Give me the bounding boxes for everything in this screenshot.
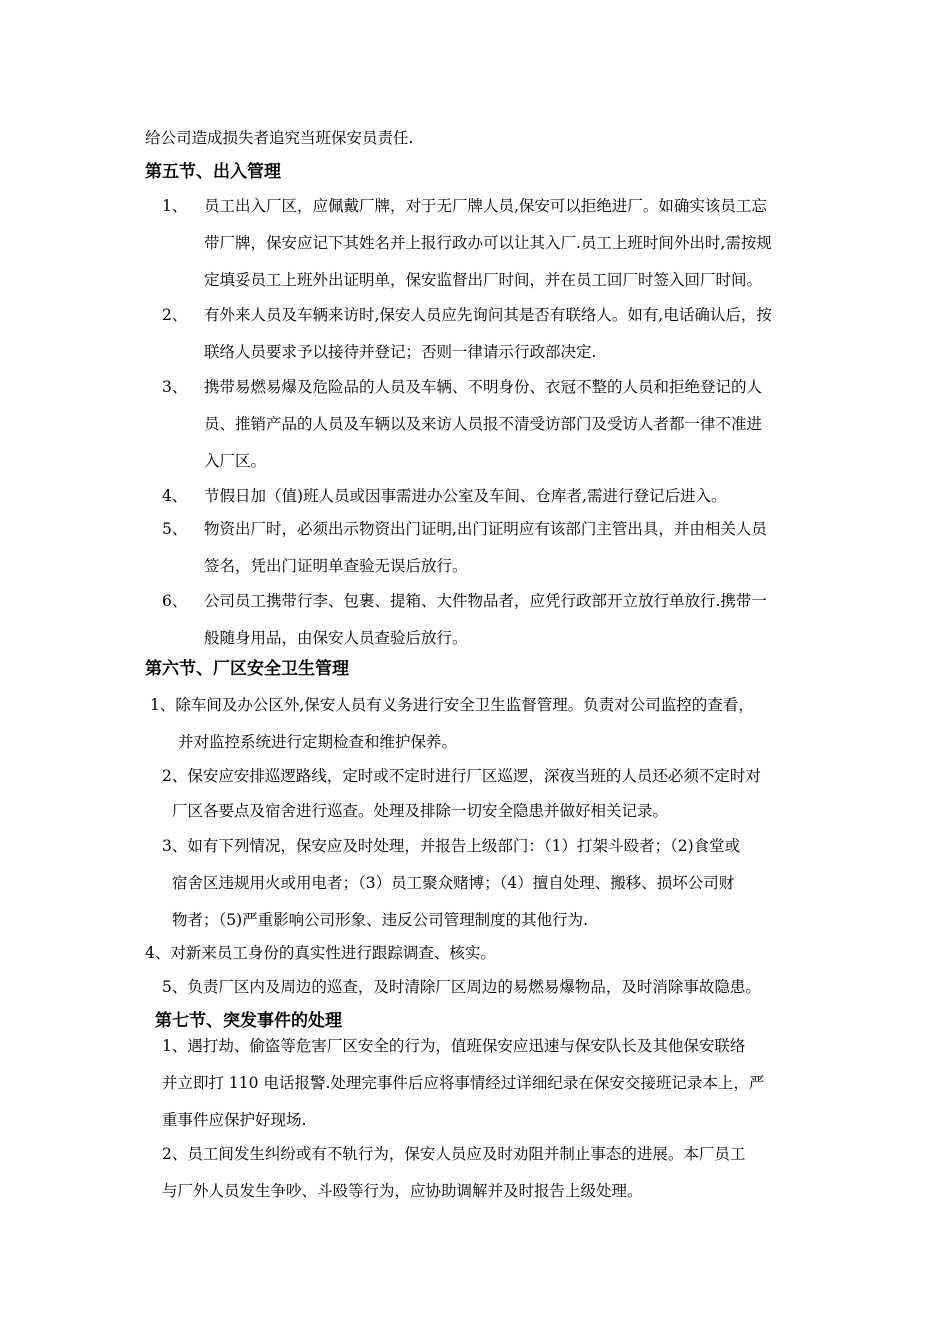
- s6-item-2-line-1: 2、保安应安排巡逻路线，定时或不定时进行厂区巡逻，深夜当班的人员还必须不定时对: [162, 767, 761, 785]
- s5-item-2-number: 2、: [162, 306, 188, 324]
- s5-item-2-line-2: 联络人员要求予以接待并登记；否则一律请示行政部决定.: [204, 343, 597, 361]
- s5-item-5-line-1: 5、 物资出厂时，必须出示物资出门证明,出门证明应有该部门主管出具，并由相关人员: [162, 520, 767, 538]
- s5-item-2-line-1: 2、 有外来人员及车辆来访时,保安人员应先询问其是否有联络人。如有,电话确认后，按: [162, 306, 772, 324]
- s7-item-2-line-2: 与厂外人员发生争吵、斗殴等行为，应协助调解并及时报告上级处理。: [162, 1182, 643, 1200]
- intro-text: 给公司造成损失者追究当班保安员责任.: [145, 129, 414, 147]
- s5-item-5-line-2: 签名，凭出门证明单查验无误后放行。: [204, 557, 468, 575]
- s5-item-3-line-1: 3、 携带易燃易爆及危险品的人员及车辆、不明身份、衣冠不整的人员和拒绝登记的人: [162, 378, 763, 396]
- s5-item-3-line-2: 员、推销产品的人员及车辆以及来访人员报不清受访部门及受访人者都一律不准进: [204, 415, 763, 433]
- s5-item-3-line-3: 入厂区。: [204, 452, 267, 470]
- s6-item-3-line-1: 3、如有下列情况，保安应及时处理，并报告上级部门：（1）打架斗殴者；（2)食堂或: [162, 837, 741, 855]
- s7-item-1-line-2: 并立即打 110 电话报警.处理完事件后应将事情经过详细纪录在保安交接班记录本上，严: [162, 1074, 765, 1092]
- s7-item-2-line-1: 2、员工间发生纠纷或有不轨行为，保安人员应及时劝阻并制止事态的进展。本厂员工: [162, 1145, 746, 1163]
- s6-item-3-line-2: 宿舍区违规用火或用电者；（3）员工聚众赌博；（4）擅自处理、搬移、损坏公司财: [172, 874, 735, 892]
- s5-item-4-line-1: 4、 节假日加（值)班人员或因事需进办公室及车间、仓库者,需进行登记后进入。: [162, 487, 727, 505]
- s5-item-3-number: 3、: [162, 378, 188, 396]
- s5-item-5-number: 5、: [162, 520, 188, 538]
- s6-item-4-line-1: 4、对新来员工身份的真实性进行跟踪调查、核实。: [145, 944, 496, 962]
- s5-item-6-number: 6、: [162, 592, 188, 610]
- section-5-title: 第五节、出入管理: [145, 162, 281, 182]
- s5-item-4-number: 4、: [162, 487, 188, 505]
- s5-item-1-number: 1、: [162, 197, 188, 215]
- s6-item-2-line-2: 厂区各要点及宿舍进行巡查。处理及排除一切安全隐患并做好相关记录。: [172, 802, 669, 820]
- s5-item-6-line-2: 般随身用品，由保安人员查验后放行。: [204, 629, 468, 647]
- s6-item-3-line-3: 物者；（5)严重影响公司形象、违反公司管理制度的其他行为.: [172, 911, 589, 929]
- s5-item-1-line-1: 1、 员工出入厂区，应佩戴厂牌，对于无厂牌人员,保安可以拒绝进厂。如确实该员工忘: [162, 197, 767, 215]
- s6-item-1-line-2: 并对监控系统进行定期检查和维护保养。: [178, 733, 458, 751]
- s6-item-1-line-1: 1、除车间及办公区外,保安人员有义务进行安全卫生监督管理。负责对公司监控的查看，: [150, 696, 754, 714]
- s7-item-1-line-3: 重事件应保护好现场.: [162, 1111, 307, 1129]
- section-7-title: 第七节、突发事件的处理: [155, 1011, 342, 1031]
- section-6-title: 第六节、厂区安全卫生管理: [145, 659, 349, 679]
- s5-item-6-line-1: 6、 公司员工携带行李、包裹、提箱、大件物品者，应凭行政部开立放行单放行.携带一: [162, 592, 767, 610]
- s7-item-1-line-1: 1、遇打劫、偷盗等危害厂区安全的行为，值班保安应迅速与保安队长及其他保安联络: [162, 1037, 746, 1055]
- s6-item-5-line-1: 5、负责厂区内及周边的巡查，及时清除厂区周边的易燃易爆物品，及时消除事故隐患。: [162, 978, 761, 996]
- s5-item-1-line-2: 带厂牌，保安应记下其姓名并上报行政办可以让其入厂.员工上班时间外出时,需按规: [204, 234, 772, 252]
- s5-item-1-line-3: 定填妥员工上班外出证明单，保安监督出厂时间，并在员工回厂时签入回厂时间。: [204, 271, 763, 289]
